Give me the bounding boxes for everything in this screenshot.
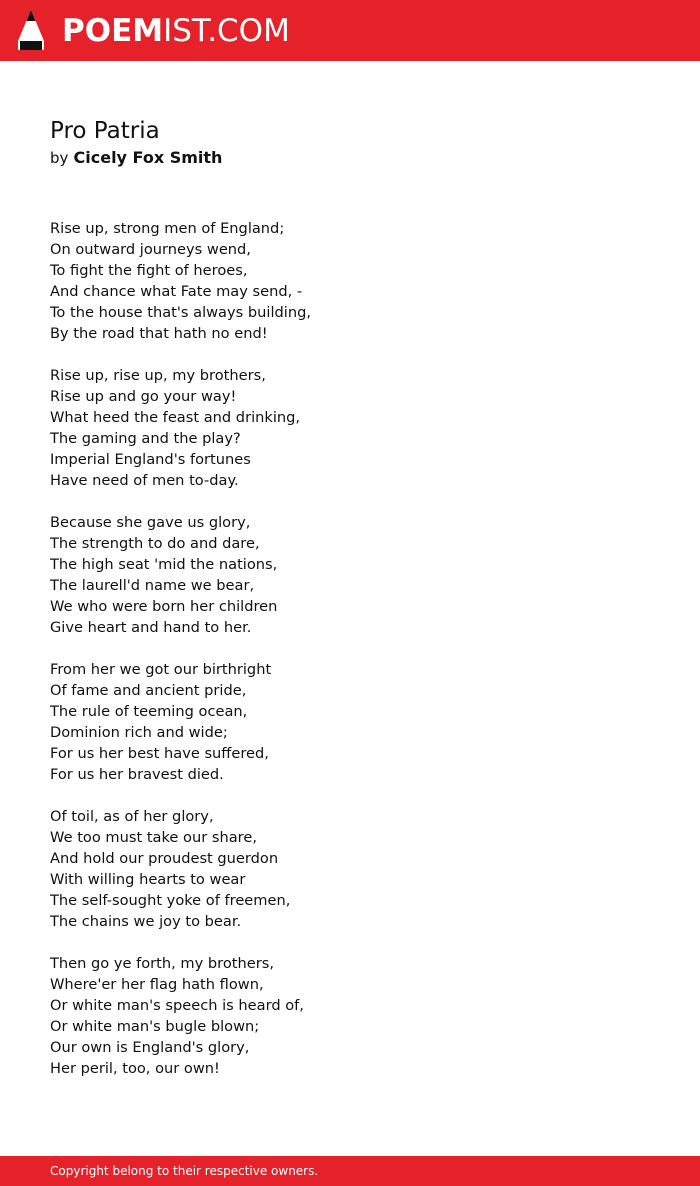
poem-line: Imperial England's fortunes	[50, 451, 251, 468]
author-name[interactable]: Cicely Fox Smith	[73, 148, 223, 167]
poem-body	[50, 218, 650, 1100]
poem-line: The high seat 'mid the nations,	[50, 556, 278, 573]
poem-line: The gaming and the play?	[50, 430, 241, 447]
logo-text-bold: POEM	[62, 13, 164, 49]
poem-line: Where'er her flag hath flown,	[50, 976, 264, 993]
poem-line: With willing hearts to wear	[50, 871, 246, 888]
pencil-tip-icon[interactable]	[18, 10, 44, 52]
poem-line: From her we got our birthright	[50, 661, 272, 678]
poem-line: The rule of teeming ocean,	[50, 703, 248, 720]
copyright-notice: Copyright belong to their respective owners.	[50, 1164, 319, 1178]
site-header	[0, 0, 700, 61]
poem-line: To fight the fight of heroes,	[50, 262, 248, 279]
poem-line: Or white man's bugle blown;	[50, 1018, 260, 1035]
poem-line: What heed the feast and drinking,	[50, 409, 301, 426]
poem-line: Have need of men to-day.	[50, 472, 239, 489]
poem-line: For us her best have suffered,	[50, 745, 269, 762]
poem-line: By the road that hath no end!	[50, 325, 268, 342]
poem-line: Our own is England's glory,	[50, 1039, 250, 1056]
stanza	[50, 806, 650, 932]
poem-line: Dominion rich and wide;	[50, 724, 228, 741]
poem-line: Of toil, as of her glory,	[50, 808, 214, 825]
poem-line: Rise up, strong men of England;	[50, 220, 285, 237]
poem-line: We too must take our share,	[50, 829, 257, 846]
poem-line: We who were born her children	[50, 598, 278, 615]
by-label: by	[50, 149, 69, 167]
poem-line: And chance what Fate may send, -	[50, 283, 303, 300]
poem-line: To the house that's always building,	[50, 304, 311, 321]
stanza	[50, 218, 650, 344]
poem-line: For us her bravest died.	[50, 766, 224, 783]
poem-line: Rise up and go your way!	[50, 388, 237, 405]
poem-line: Her peril, too, our own!	[50, 1060, 220, 1077]
byline	[50, 146, 222, 170]
site-footer	[0, 1156, 700, 1186]
stanza	[50, 659, 650, 785]
poem-line: The chains we joy to bear.	[50, 913, 242, 930]
site-logo[interactable]	[62, 11, 290, 51]
stanza	[50, 512, 650, 638]
poem-line: And hold our proudest guerdon	[50, 850, 279, 867]
poem-line: The self-sought yoke of freemen,	[50, 892, 291, 909]
poem-line: Because she gave us glory,	[50, 514, 251, 531]
poem-line: Or white man's speech is heard of,	[50, 997, 304, 1014]
stanza	[50, 953, 650, 1079]
poem-line: The strength to do and dare,	[50, 535, 260, 552]
poem-line: The laurell'd name we bear,	[50, 577, 255, 594]
stanza	[50, 365, 650, 491]
poem-line: Of fame and ancient pride,	[50, 682, 247, 699]
poem-line: Then go ye forth, my brothers,	[50, 955, 274, 972]
poem-line: Give heart and hand to her.	[50, 619, 252, 636]
poem-title: Pro Patria	[50, 118, 160, 144]
poem-line: On outward journeys wend,	[50, 241, 251, 258]
logo-text-light: IST.COM	[163, 13, 290, 49]
poem-line: Rise up, rise up, my brothers,	[50, 367, 266, 384]
poem-heading	[50, 116, 222, 170]
